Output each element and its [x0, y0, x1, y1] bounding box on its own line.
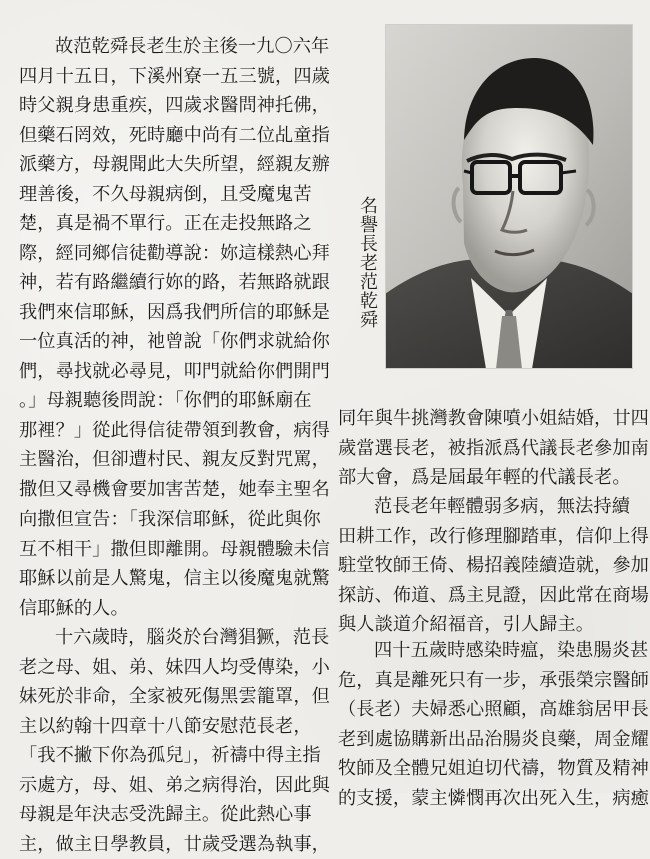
- text-line: 歲當選長老，被指派爲代議長老參加南: [338, 434, 638, 464]
- text-line: 牧師及全體兄姐迫切代禱，物質及精神: [338, 754, 638, 784]
- text-line: 時父親身患重疾，四歲求醫問神托佛，: [19, 91, 352, 121]
- left-top-text-block: [19, 32, 352, 504]
- right-bottom-text-block: [338, 404, 638, 493]
- text-line: 理善後，不久母親病倒，且受魔鬼苦: [19, 180, 352, 210]
- text-line: 楚，真是禍不單行。正在走投無路之: [19, 209, 352, 239]
- text-line: 耶穌以前是人驚鬼，信主以後魔鬼就驚: [19, 564, 352, 594]
- text-line: 神，若有路繼續行妳的路，若無路就跟: [19, 268, 352, 298]
- text-line: 向撒但宣告：「我深信耶穌，從此與你: [19, 505, 352, 535]
- text-line: 田耕工作，改行修理腳踏車，信仰上得: [338, 522, 638, 552]
- text-line: 主以約翰十四章十八節安慰范長老，: [19, 712, 352, 742]
- text-line: 與人談道介紹福音，引人歸主。: [338, 610, 638, 640]
- text-line: 一位真活的神，祂曾說「你們求就給你: [19, 327, 352, 357]
- text-line: 老到處協購新出品治腸炎良藥，周金耀: [338, 725, 638, 755]
- text-line: 。」母親聽後問說：「你們的耶穌廟在: [19, 386, 352, 416]
- text-line: 部大會，爲是屆最年輕的代議長老。: [338, 463, 638, 493]
- portrait-image: [385, 24, 633, 369]
- text-line: 我們來信耶穌，因爲我們所信的耶穌是: [19, 298, 352, 328]
- text-line: 故范乾舜長老生於主後一九〇六年: [19, 32, 352, 62]
- portrait-photo: [385, 24, 633, 369]
- text-line: 際，經同鄉信徒勸導說：妳這樣熱心拜: [19, 239, 352, 269]
- text-line: 四十五歲時感染時瘟，染患腸炎甚: [338, 636, 638, 666]
- text-line: 的支援，蒙主憐憫再次出死入生，病癒: [338, 784, 638, 814]
- right-paragraph-two: [338, 492, 638, 640]
- text-line: （長老）夫婦悉心照顧，高雄翁居甲長: [338, 695, 638, 725]
- text-line: 主，做主日學教員，廿歲受選為執事，: [19, 830, 352, 859]
- portrait-caption: 名譽長老范乾舜: [354, 196, 378, 329]
- text-line: 危，真是離死只有一步，承張榮宗醫師: [338, 666, 638, 696]
- text-line: 示處方，母、姐、弟之病得治，因此與: [19, 771, 352, 801]
- text-line: 四月十五日，下溪州寮一五三號，四歲: [19, 62, 352, 92]
- left-bottom-text-block: [19, 505, 352, 859]
- text-line: 「我不撇下你為孤兒」，祈禱中得主指: [19, 741, 352, 771]
- text-line: 信耶穌的人。: [19, 594, 352, 624]
- text-line: 互不相干」撒但即離開。母親體驗未信: [19, 535, 352, 565]
- text-line: 妹死於非命，全家被死傷黑雲籠罩，但: [19, 682, 352, 712]
- text-line: 同年與牛挑灣教會陳噴小姐結婚，廿四: [338, 404, 638, 434]
- text-line: 范長老年輕體弱多病，無法持續: [338, 492, 638, 522]
- text-line: 十六歲時，腦炎於台灣猖獗，范長: [19, 623, 352, 653]
- text-line: 主醫治，但卻遭村民、親友反對咒罵，: [19, 445, 352, 475]
- text-line: 母親是年決志受洗歸主。從此熱心事: [19, 800, 352, 830]
- text-line: 但藥石罔效，死時廳中尚有二位乩童指: [19, 121, 352, 151]
- text-line: 派藥方，母親聞此大失所望，經親友辦: [19, 150, 352, 180]
- right-paragraph-three: [338, 636, 638, 813]
- text-line: 探訪、佈道、爲主見證，因此常在商場: [338, 581, 638, 611]
- text-line: 們，尋找就必尋見，叩門就給你們開門: [19, 357, 352, 387]
- text-line: 那裡？」從此得信徒帶領到教會，病得: [19, 416, 352, 446]
- text-line: 撒但又尋機會要加害苦楚，她奉主聖名: [19, 475, 352, 505]
- text-line: 老之母、姐、弟、妹四人均受傳染，小: [19, 653, 352, 683]
- text-line: 駐堂牧師王倚、楊招義陸續造就，參加: [338, 551, 638, 581]
